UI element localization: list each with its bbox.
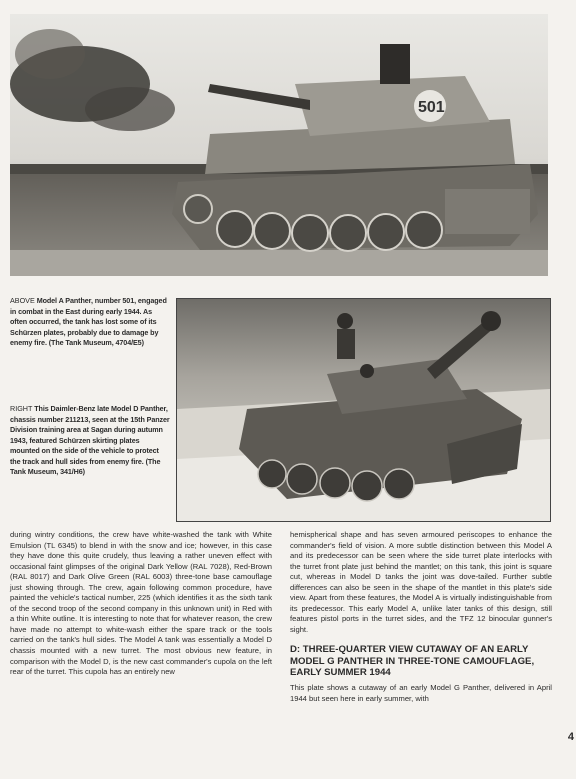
caption-right	[10, 404, 170, 478]
body-paragraph: during wintry conditions, the crew have white-washed the tank with White Emulsion (TL 6345) to blend in with the snow and ice; however, in this case they have done this quite crudely, thus leaving a rather uneven effect with occasional faint glimpses of the original Dark Yellow (RAL 7028), Red-Brown (RAL 8017) and Dark Olive Green (RAL 6003) three-tone base camouflage just showing through. The crew, again following common procedure, have painted the vehicle's tactical number, 225 (which identifies it as the sixth tank of the second troop of the second company in this unknown unit) in Red with a thin White outline. It is interesting to note that for whatever reason, the crew have made no attempt to white-wash either the spare track or the tools carried on the tank's hull sides. The Model A tank was essentially a Model D chassis mounted with a new turret. The most obvious new feature, in comparison with the Model D, is the new cast commander's cupola on the left rear of the turret. This cupola has an entirely new	[10, 530, 272, 677]
caption-lead: ABOVE	[10, 296, 35, 305]
photo-panther-model-d	[176, 298, 551, 522]
caption-text: Model A Panther, number 501, engaged in combat in the East during early 1944. As often occurred, the tank has lost some of its Schürzen plates, probably due to damage by enemy fire. (The Tank Museum, 4704/E5)	[10, 296, 167, 347]
body-paragraph: hemispherical shape and has seven armoured periscopes to enhance the commander's field of vision. A more subtle distinction between this Model A and its predecessor can be seen where the side turret plate interlocks with the turret front plate just behind the mantlet; on this tank, this joint is square cut, whereas in Model D tanks the joint was dove-tailed. Further subtle differences can also be seen in the shape of the mantlet in this plate's side view. Apart from these features, the Model A is virtually indistinguishable from its predecessor. This early Model A, unlike later tanks of this design, still features pistol ports in the turret sides, and the TFZ 12 binocular gunner's sight.	[290, 530, 552, 634]
caption-text: This Daimler-Benz late Model D Panther, chassis number 211213, seen at the 15th Panzer Division training area at Sagan during autumn 1943, featured Schürzen skirting plates mounted on the side of the vehicle to protect the track and hull sides from enemy fire. (The Tank Museum, 341/H6)	[10, 404, 170, 476]
section-paragraph: This plate shows a cutaway of an early Model G Panther, delivered in April 1944 but seen here in early summer, with	[290, 682, 552, 703]
caption-lead: RIGHT	[10, 404, 33, 413]
body-column-right	[290, 530, 552, 704]
turret-number: 501	[418, 99, 445, 116]
caption-above	[10, 296, 168, 349]
photo-panther-501	[10, 14, 548, 276]
body-column-left	[10, 530, 272, 678]
page-number: 4	[567, 731, 574, 743]
section-heading: D: THREE-QUARTER VIEW CUTAWAY OF AN EARLY MODEL G PANTHER IN THREE-TONE CAMOUFLAGE, EARLY SUMMER 1944	[290, 644, 535, 679]
